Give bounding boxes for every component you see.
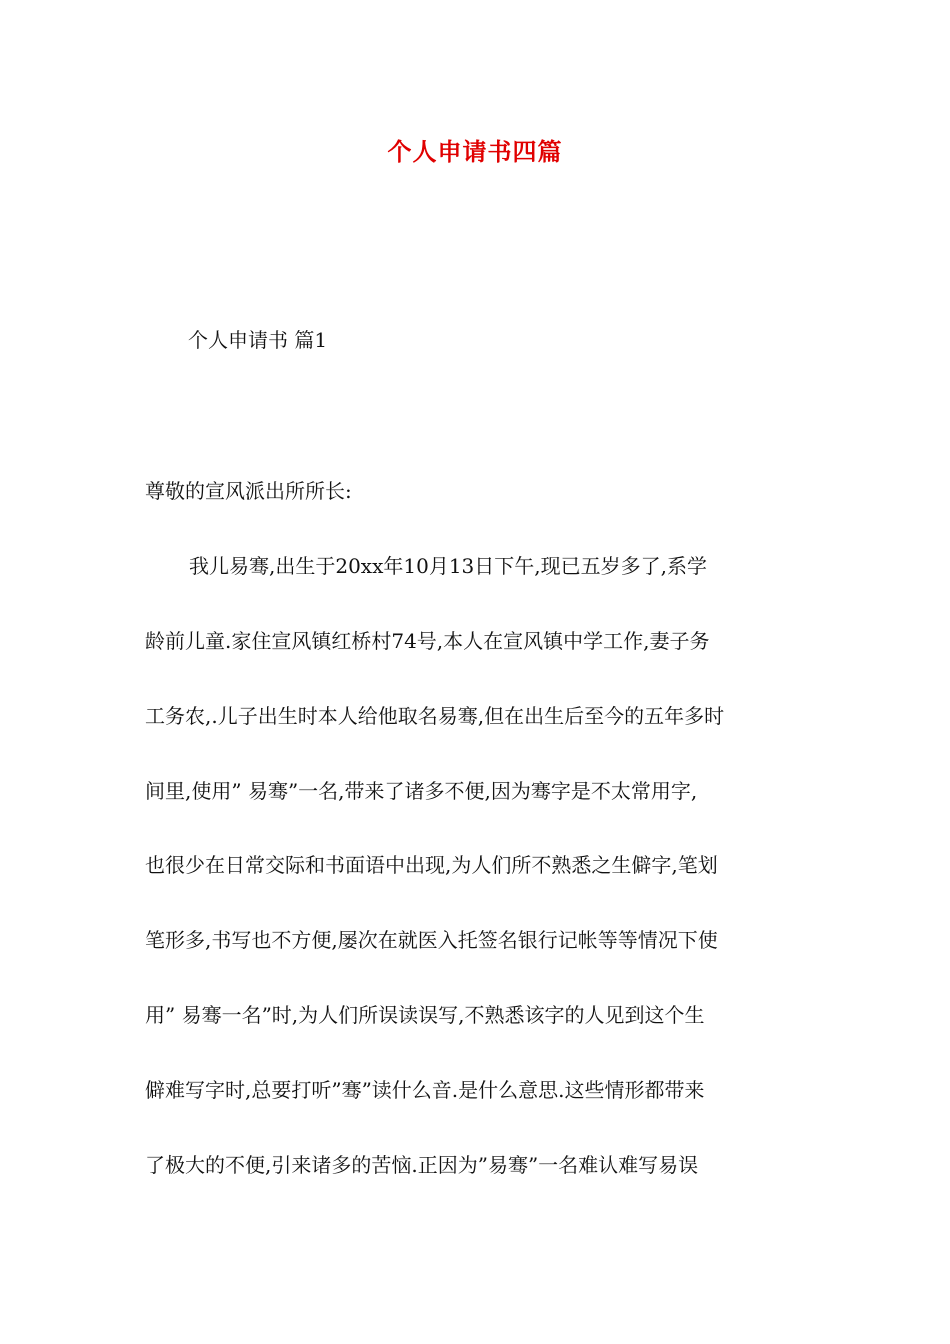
body-line: 僻难写字时,总要打听”骞”读什么音.是什么意思.这些情形都带来 [145,1078,705,1102]
body-line: 工务农,.儿子出生时本人给他取名易骞,但在出生后至今的五年多时 [145,704,725,728]
body-line: 用” 易骞一名”时,为人们所误读误写,不熟悉该字的人见到这个生 [145,1003,705,1027]
body-line: 笔形多,书写也不方便,屡次在就医入托签名银行记帐等等情况下使 [145,928,718,952]
document-title: 个人申请书四篇 [387,138,563,166]
body-line: 了极大的不便,引来诸多的苦恼.正因为”易骞”一名难认难写易误 [145,1153,699,1177]
salutation: 尊敬的宣风派出所所长: [145,479,352,503]
section-heading: 个人申请书 篇1 [188,328,328,352]
body-line: 间里,使用” 易骞”一名,带来了诸多不便,因为骞字是不太常用字, [145,779,698,803]
body-line: 龄前儿童.家住宣风镇红桥村74号,本人在宣风镇中学工作,妻子务 [145,629,710,653]
body-line: 我儿易骞,出生于20xx年10月13日下午,现已五岁多了,系学 [189,554,707,578]
body-line: 也很少在日常交际和书面语中出现,为人们所不熟悉之生僻字,笔划 [145,853,718,877]
